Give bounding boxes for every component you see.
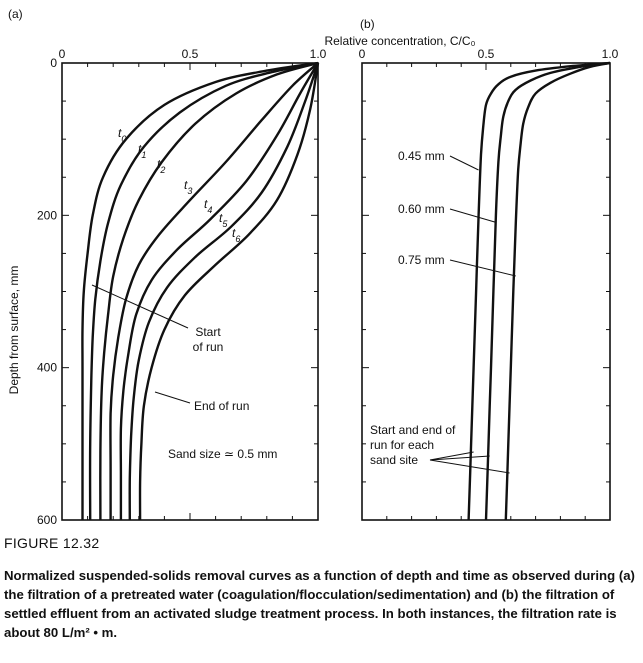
start-end-label-line3: sand site xyxy=(370,453,419,467)
y-tick-label-a-3: 600 xyxy=(36,513,57,527)
curve-b-0 xyxy=(469,63,610,520)
series-label-t1: $t_1$ xyxy=(138,142,147,160)
series-label-t6: $t_6$ xyxy=(232,226,241,244)
series-label-t3: $t_3$ xyxy=(184,178,193,196)
x-tick-label-b-0: 0 xyxy=(358,47,366,61)
series-label-2: 0.75 mm xyxy=(398,253,445,267)
series-label-1: 0.60 mm xyxy=(398,202,445,216)
figure-caption: Normalized suspended-solids removal curves as a function of depth and time as observed during (a) the filtration of a pretreated water (coagulation/flocculation/sedimentation) and (b) the filtration of settled effluent from an activated sludge treatment process. In both instances, the filtration rate is about 80 L/m² • m. xyxy=(4,568,635,640)
series-leader-2 xyxy=(450,260,516,276)
end-of-run-leader xyxy=(155,392,190,403)
panel-a-label: (a) xyxy=(8,7,23,21)
annotations xyxy=(92,126,516,473)
series-leader-0 xyxy=(450,156,479,170)
axis-ticks xyxy=(37,47,619,527)
figure-number: FIGURE 12.32 xyxy=(4,535,100,551)
sand-size-label: Sand size ≃ 0.5 mm xyxy=(168,447,278,461)
data-curves xyxy=(82,63,610,520)
y-tick-label-a-0: 0 xyxy=(50,56,57,70)
start-of-run-label-line2: of run xyxy=(192,340,224,354)
x-tick-label-b-1: 0.5 xyxy=(477,47,495,61)
start-end-label-line2: run for each xyxy=(370,438,435,452)
y-axis-title: Depth from surface, mm xyxy=(7,265,21,395)
series-label-t0: $t_0$ xyxy=(118,126,127,144)
series-label-t5: $t_5$ xyxy=(219,211,228,229)
start-of-run-label-line1: Start xyxy=(195,325,221,339)
start-end-label-line1: Start and end of xyxy=(370,423,456,437)
x-tick-label-a-1: 0.5 xyxy=(181,47,199,61)
panel-b-label: (b) xyxy=(360,17,375,31)
x-tick-label-b-2: 1.0 xyxy=(601,47,619,61)
curve-b-1 xyxy=(486,63,610,520)
series-label-t2: $t_2$ xyxy=(157,157,166,175)
curve-b-2 xyxy=(506,63,610,520)
y-tick-label-a-1: 200 xyxy=(36,208,57,223)
x-tick-label-a-2: 1.0 xyxy=(309,47,327,61)
end-of-run-label: End of run xyxy=(194,399,250,413)
y-tick-label-a-2: 400 xyxy=(36,360,57,375)
series-label-0: 0.45 mm xyxy=(398,149,445,163)
x-axis-title: Relative concentration, C/C₀ xyxy=(324,34,476,48)
x-tick-label-a-0: 0 xyxy=(58,47,66,61)
series-label-t4: $t_4$ xyxy=(204,197,213,215)
series-leader-1 xyxy=(450,209,495,222)
